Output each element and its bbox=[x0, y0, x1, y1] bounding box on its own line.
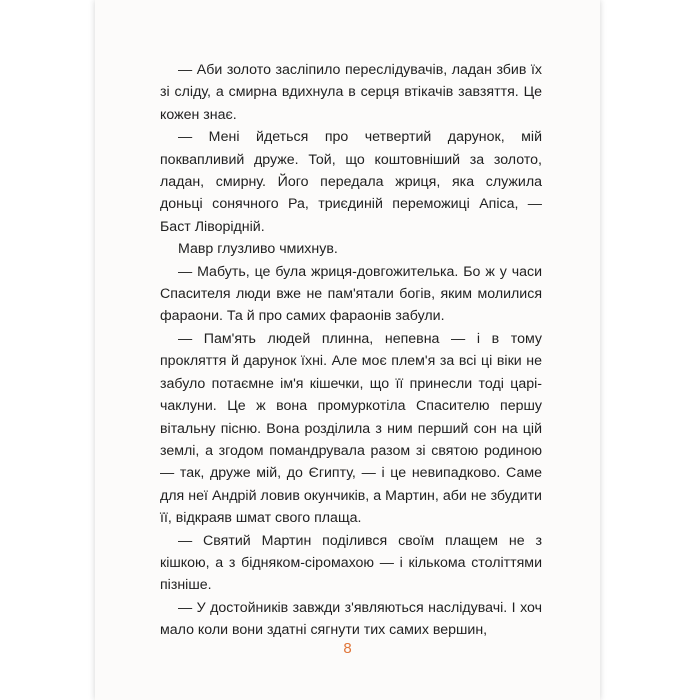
paragraph-3: Мавр глузливо чмихнув. bbox=[178, 241, 338, 258]
paragraph-5: — Пам'ять людей плинна, непевна — і в тому прокляття й дарунок їхні. Але моє плем'я за всі ці віки не забуло потаємне ім'я кішечки, що її принесли тоді царі-чаклуни. Це ж вона промуркотіла Спасителю першу вітальну пісню. Вона розділила з ним перший сон на цій землі, а згодом помандрувала разом зі святою родиною — так, друже мій, до Єгипту, — і це невипадково. Саме для неї Андрій ловив окунчиків, а Мартин, аби не збудити її, відкраяв шмат свого плаща. bbox=[160, 330, 542, 527]
paragraph-6: — Святий Мартин поділився своїм плащем не з кішкою, а з бідняком-сіромахою — і кількома століттями пізніше. bbox=[160, 532, 542, 594]
page-text bbox=[160, 59, 542, 642]
paragraph-1: — Аби золото засліпило переслідувачів, ладан збив їх зі сліду, а смирна вдихнула в серця втікачів завзяття. Це кожен знає. bbox=[160, 62, 542, 123]
book-page bbox=[95, 0, 600, 700]
paragraph-7: — У достойників завжди з'являються наслідувачі. І хоч мало коли вони здатні сягнути тих самих вершин, bbox=[160, 599, 542, 639]
page-number: 8 bbox=[343, 640, 352, 657]
paragraph-4: — Мабуть, це була жриця-довгожителька. Бо ж у часи Спасителя люди вже не пам'ятали богів, яким молилися фараони. Та й про самих фараонів забули. bbox=[160, 263, 542, 325]
paragraph-2: — Мені йдеться про четвертий дарунок, мій поквапливий друже. Той, що коштовніший за золото, ладан, смирну. Його передала жриця, яка служила доньці сонячного Ра, триєдиній переможиці Апіса, — Баст Ліворідній. bbox=[160, 129, 542, 235]
